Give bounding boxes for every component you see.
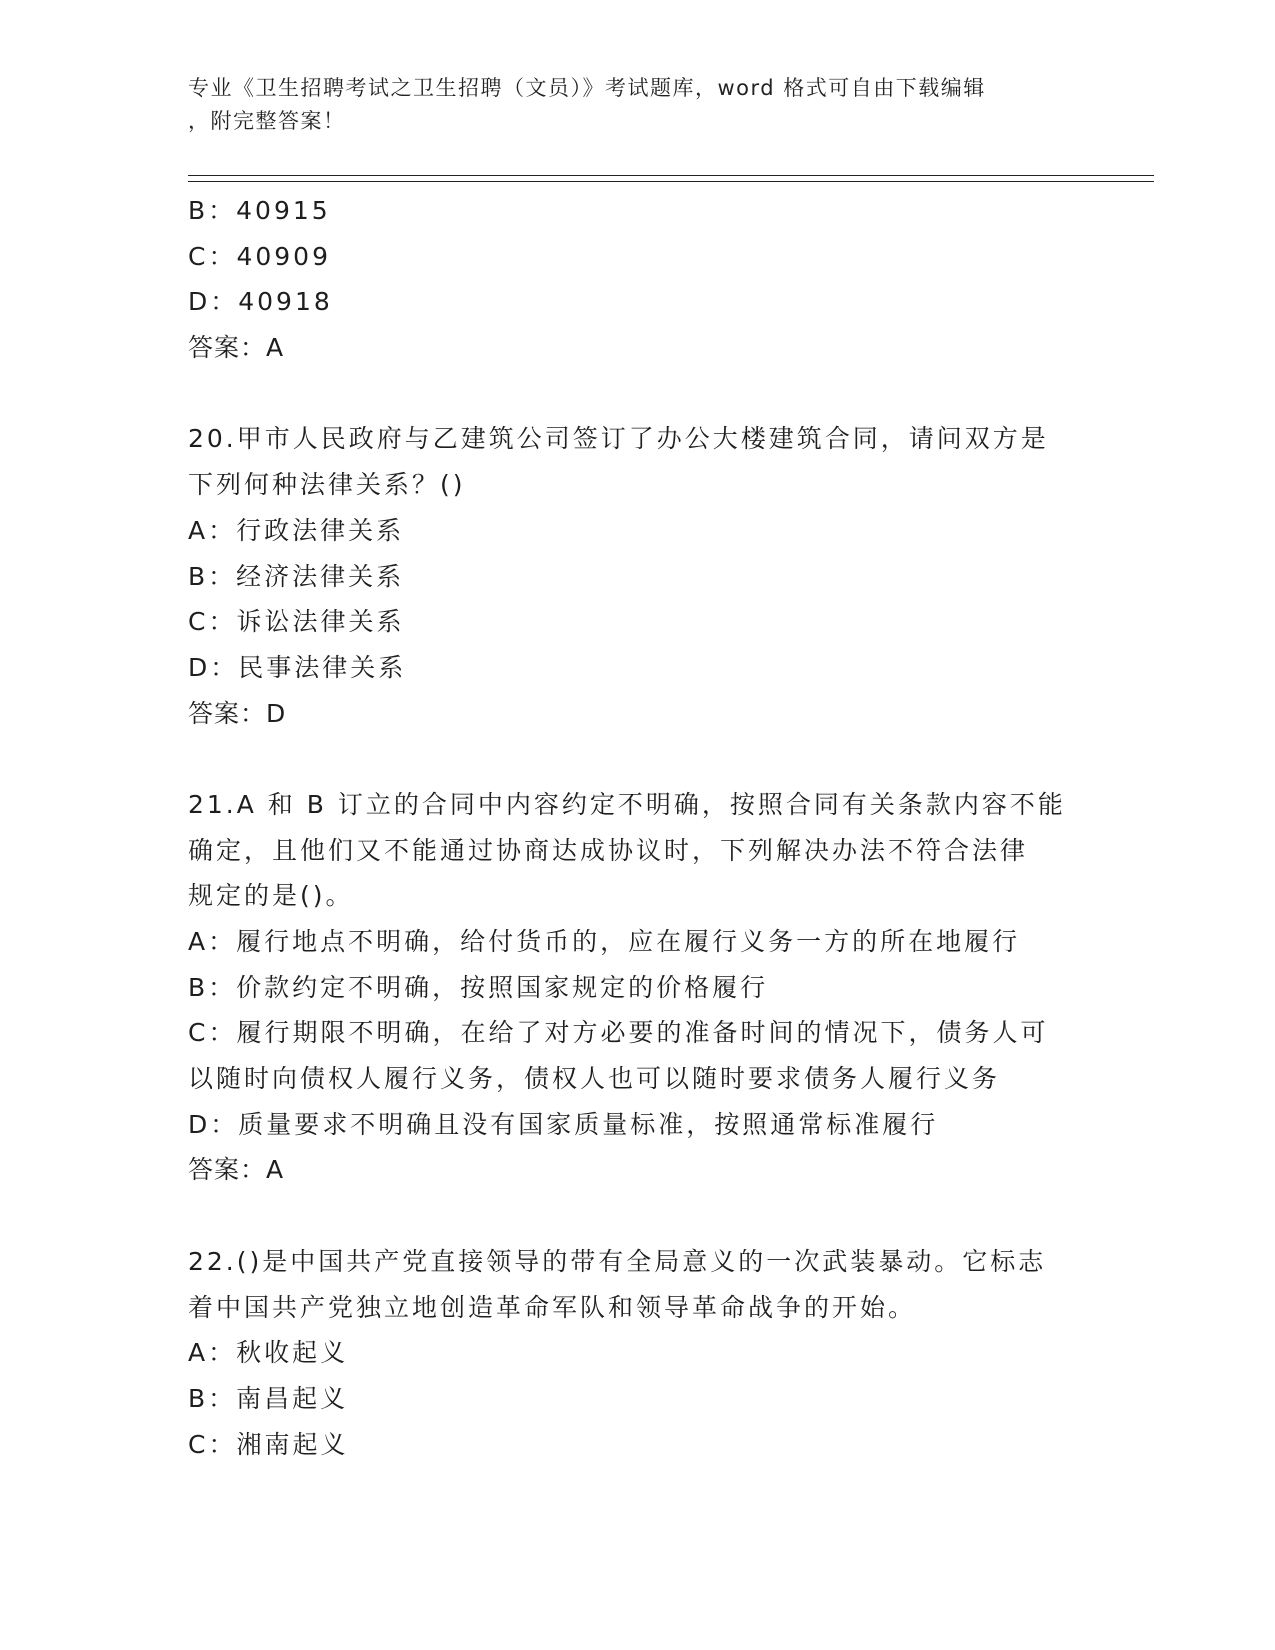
page-header <box>188 72 1078 138</box>
option-a: A：行政法律关系 <box>188 515 405 545</box>
question-stem: 下列何种法律关系？() <box>188 470 466 500</box>
spacer <box>188 736 1088 782</box>
header-line-2: ，附完整答案！ <box>188 109 346 133</box>
question-stem: 着中国共产党独立地创造革命军队和领导革命战争的开始。 <box>188 1292 917 1322</box>
question-stem: 规定的是()。 <box>188 881 354 911</box>
option-d: D：民事法律关系 <box>188 652 407 682</box>
header-divider-top <box>188 175 1154 176</box>
spacer <box>188 371 1088 417</box>
option-a: A：履行地点不明确，给付货币的，应在履行义务一方的所在地履行 <box>188 927 1021 956</box>
header-line-1: 专业《卫生招聘考试之卫生招聘（文员）》考试题库，word 格式可自由下载编辑 <box>188 76 986 100</box>
question-list <box>188 188 1088 1467</box>
answer: 答案：D <box>188 698 287 728</box>
question-stem: 21.A 和 B 订立的合同中内容约定不明确，按照合同有关条款内容不能 <box>188 789 1066 819</box>
question-stem: 确定，且他们又不能通过协商达成协议时，下列解决办法不符合法律 <box>188 835 1029 865</box>
question-20 <box>188 416 1088 736</box>
answer: 答案：A <box>188 1155 285 1185</box>
option-c: C：湘南起义 <box>188 1429 349 1459</box>
option-c-continued: 以随时向债权人履行义务，债权人也可以随时要求债务人履行义务 <box>188 1064 1001 1094</box>
option-d: D：质量要求不明确且没有国家质量标准，按照通常标准履行 <box>188 1109 939 1139</box>
option-b: B：40915 <box>188 196 331 225</box>
option-b: B：经济法律关系 <box>188 561 405 591</box>
question-22 <box>188 1239 1088 1467</box>
option-a: A：秋收起义 <box>188 1338 349 1368</box>
question-19-tail <box>188 188 1088 371</box>
option-d: D：40918 <box>188 287 333 317</box>
header-divider-bottom <box>188 181 1154 182</box>
answer: 答案：A <box>188 333 285 363</box>
option-c: C：履行期限不明确，在给了对方必要的准备时间的情况下，债务人可 <box>188 1018 1049 1048</box>
question-stem: 20.甲市人民政府与乙建筑公司签订了办公大楼建筑合同，请问双方是 <box>188 424 1049 454</box>
question-stem: 22.()是中国共产党直接领导的带有全局意义的一次武装暴动。它标志 <box>188 1246 1047 1276</box>
option-c: C：40909 <box>188 241 331 271</box>
option-c: C：诉讼法律关系 <box>188 607 405 637</box>
option-b: B：价款约定不明确，按照国家规定的价格履行 <box>188 972 769 1002</box>
spacer <box>188 1193 1088 1239</box>
question-21 <box>188 782 1088 1193</box>
option-b: B：南昌起义 <box>188 1383 349 1413</box>
